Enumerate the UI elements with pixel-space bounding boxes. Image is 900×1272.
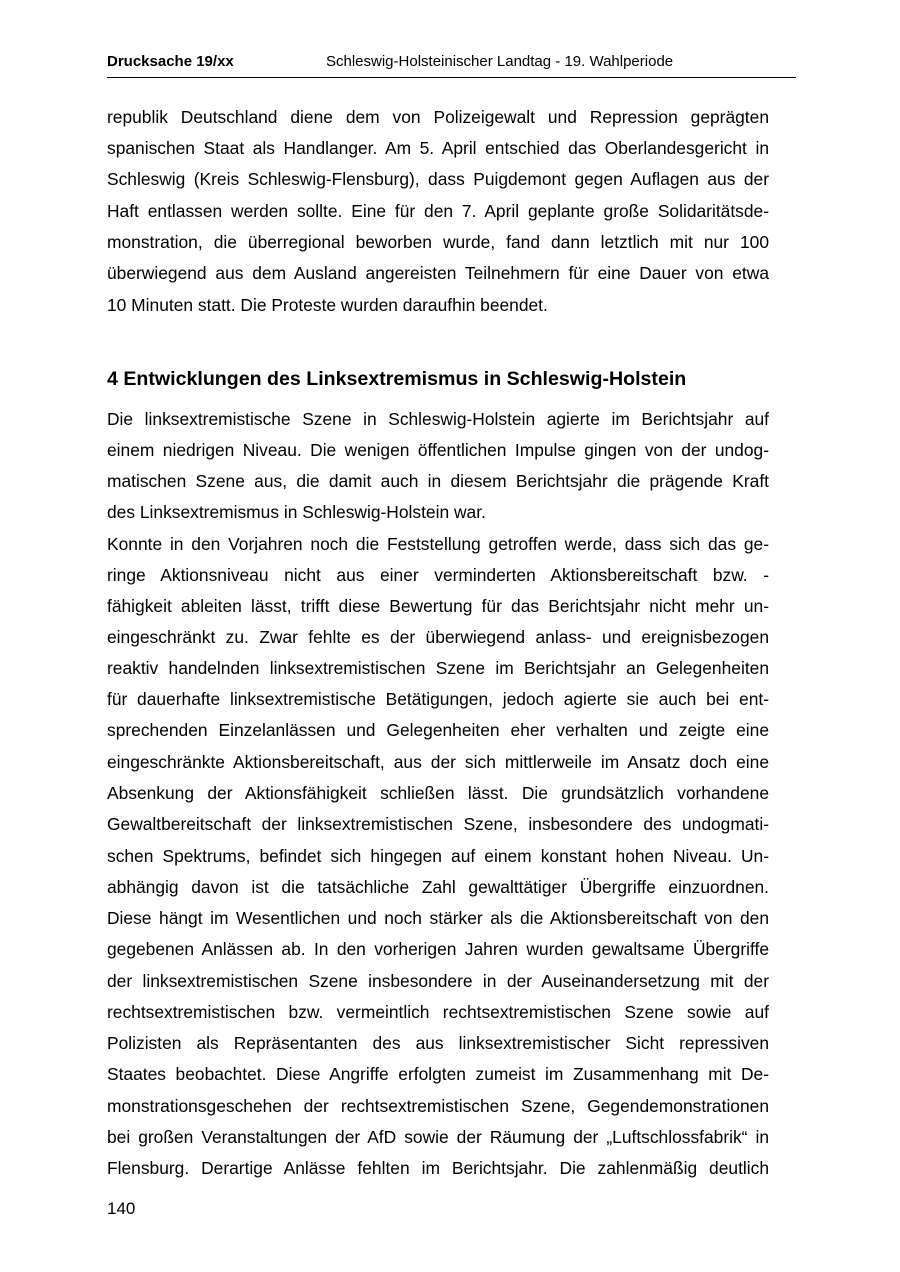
text-line: monstrationsgeschehen der rechtsextremistischen Szene, Gegendemonstrationen [107,1096,769,1116]
section-heading: 4 Entwicklungen des Linksextremismus in Schleswig-Holstein [107,368,687,390]
document-title: Schleswig-Holsteinischer Landtag - 19. Wahlperiode [326,53,674,70]
text-line: Polizisten als Repräsentanten des aus linksextremistischer Sicht repressiven [107,1033,769,1053]
text-line: Flensburg. Derartige Anlässe fehlten im Berichtsjahr. Die zahlenmäßig deutlich [107,1158,769,1178]
text-line: ringe Aktionsniveau nicht aus einer verminderten Aktionsbereitschaft bzw. - [107,565,769,585]
text-line: spanischen Staat als Handlanger. Am 5. April entschied das Oberlandesgericht in [107,138,769,158]
text-line: republik Deutschland diene dem von Polizeigewalt und Repression geprägten [107,107,769,127]
text-line: der linksextremistischen Szene insbesondere in der Auseinandersetzung mit der [107,971,769,991]
page-number: 140 [107,1199,136,1218]
text-line: bei großen Veranstaltungen der AfD sowie der Räumung der „Luftschlossfabrik“ in [107,1127,769,1147]
text-line: überwiegend aus dem Ausland angereisten Teilnehmern für eine Dauer von etwa [107,263,769,283]
text-line: sprechenden Einzelanlässen und Gelegenheiten eher verhalten und zeigte eine [107,720,769,740]
text-line: abhängig davon ist die tatsächliche Zahl gewalttätiger Übergriffe einzuordnen. [107,877,769,897]
text-line: 10 Minuten statt. Die Proteste wurden daraufhin beendet. [107,295,548,315]
text-line: Diese hängt im Wesentlichen und noch stärker als die Aktionsbereitschaft von den [107,908,769,928]
text-line: Die linksextremistische Szene in Schleswig-Holstein agierte im Berichtsjahr auf [107,409,769,429]
page-header [107,52,796,72]
text-line: rechtsextremistischen bzw. vermeintlich rechtsextremistischen Szene sowie auf [107,1002,769,1022]
text-line: eingeschränkte Aktionsbereitschaft, aus der sich mittlerweile im Ansatz doch eine [107,752,769,772]
text-line: monstration, die überregional beworben wurde, fand dann letztlich mit nur 100 [107,232,769,252]
text-line: einem niedrigen Niveau. Die wenigen öffentlichen Impulse gingen von der undog- [107,440,769,460]
text-line: Schleswig (Kreis Schleswig-Flensburg), dass Puigdemont gegen Auflagen aus der [107,169,769,189]
text-line: Absenkung der Aktionsfähigkeit schließen lässt. Die grundsätzlich vorhandene [107,783,769,803]
text-line: Konnte in den Vorjahren noch die Feststellung getroffen werde, dass sich das ge- [107,534,769,554]
header-rule [107,77,796,78]
text-line: Gewaltbereitschaft der linksextremistischen Szene, insbesondere des undogmati- [107,814,769,834]
text-line: schen Spektrums, befindet sich hingegen auf einem konstant hohen Niveau. Un- [107,846,769,866]
document-number: Drucksache 19/xx [107,53,234,70]
text-line: fähigkeit ableiten lässt, trifft diese Bewertung für das Berichtsjahr nicht mehr un- [107,596,769,616]
text-line: gegebenen Anlässen ab. In den vorherigen Jahren wurden gewaltsame Übergriffe [107,939,769,959]
text-line: Staates beobachtet. Diese Angriffe erfolgten zumeist im Zusammenhang mit De- [107,1064,769,1084]
text-line: Haft entlassen werden sollte. Eine für den 7. April geplante große Solidaritätsde- [107,201,769,221]
text-line: matischen Szene aus, die damit auch in diesem Berichtsjahr die prägende Kraft [107,471,769,491]
text-line: des Linksextremismus in Schleswig-Holstein war. [107,502,486,522]
text-line: reaktiv handelnden linksextremistischen Szene im Berichtsjahr an Gelegenheiten [107,658,769,678]
text-line: für dauerhafte linksextremistische Betätigungen, jedoch agierte sie auch bei ent- [107,689,769,709]
text-line: eingeschränkt zu. Zwar fehlte es der überwiegend anlass- und ereignisbezogen [107,627,769,647]
